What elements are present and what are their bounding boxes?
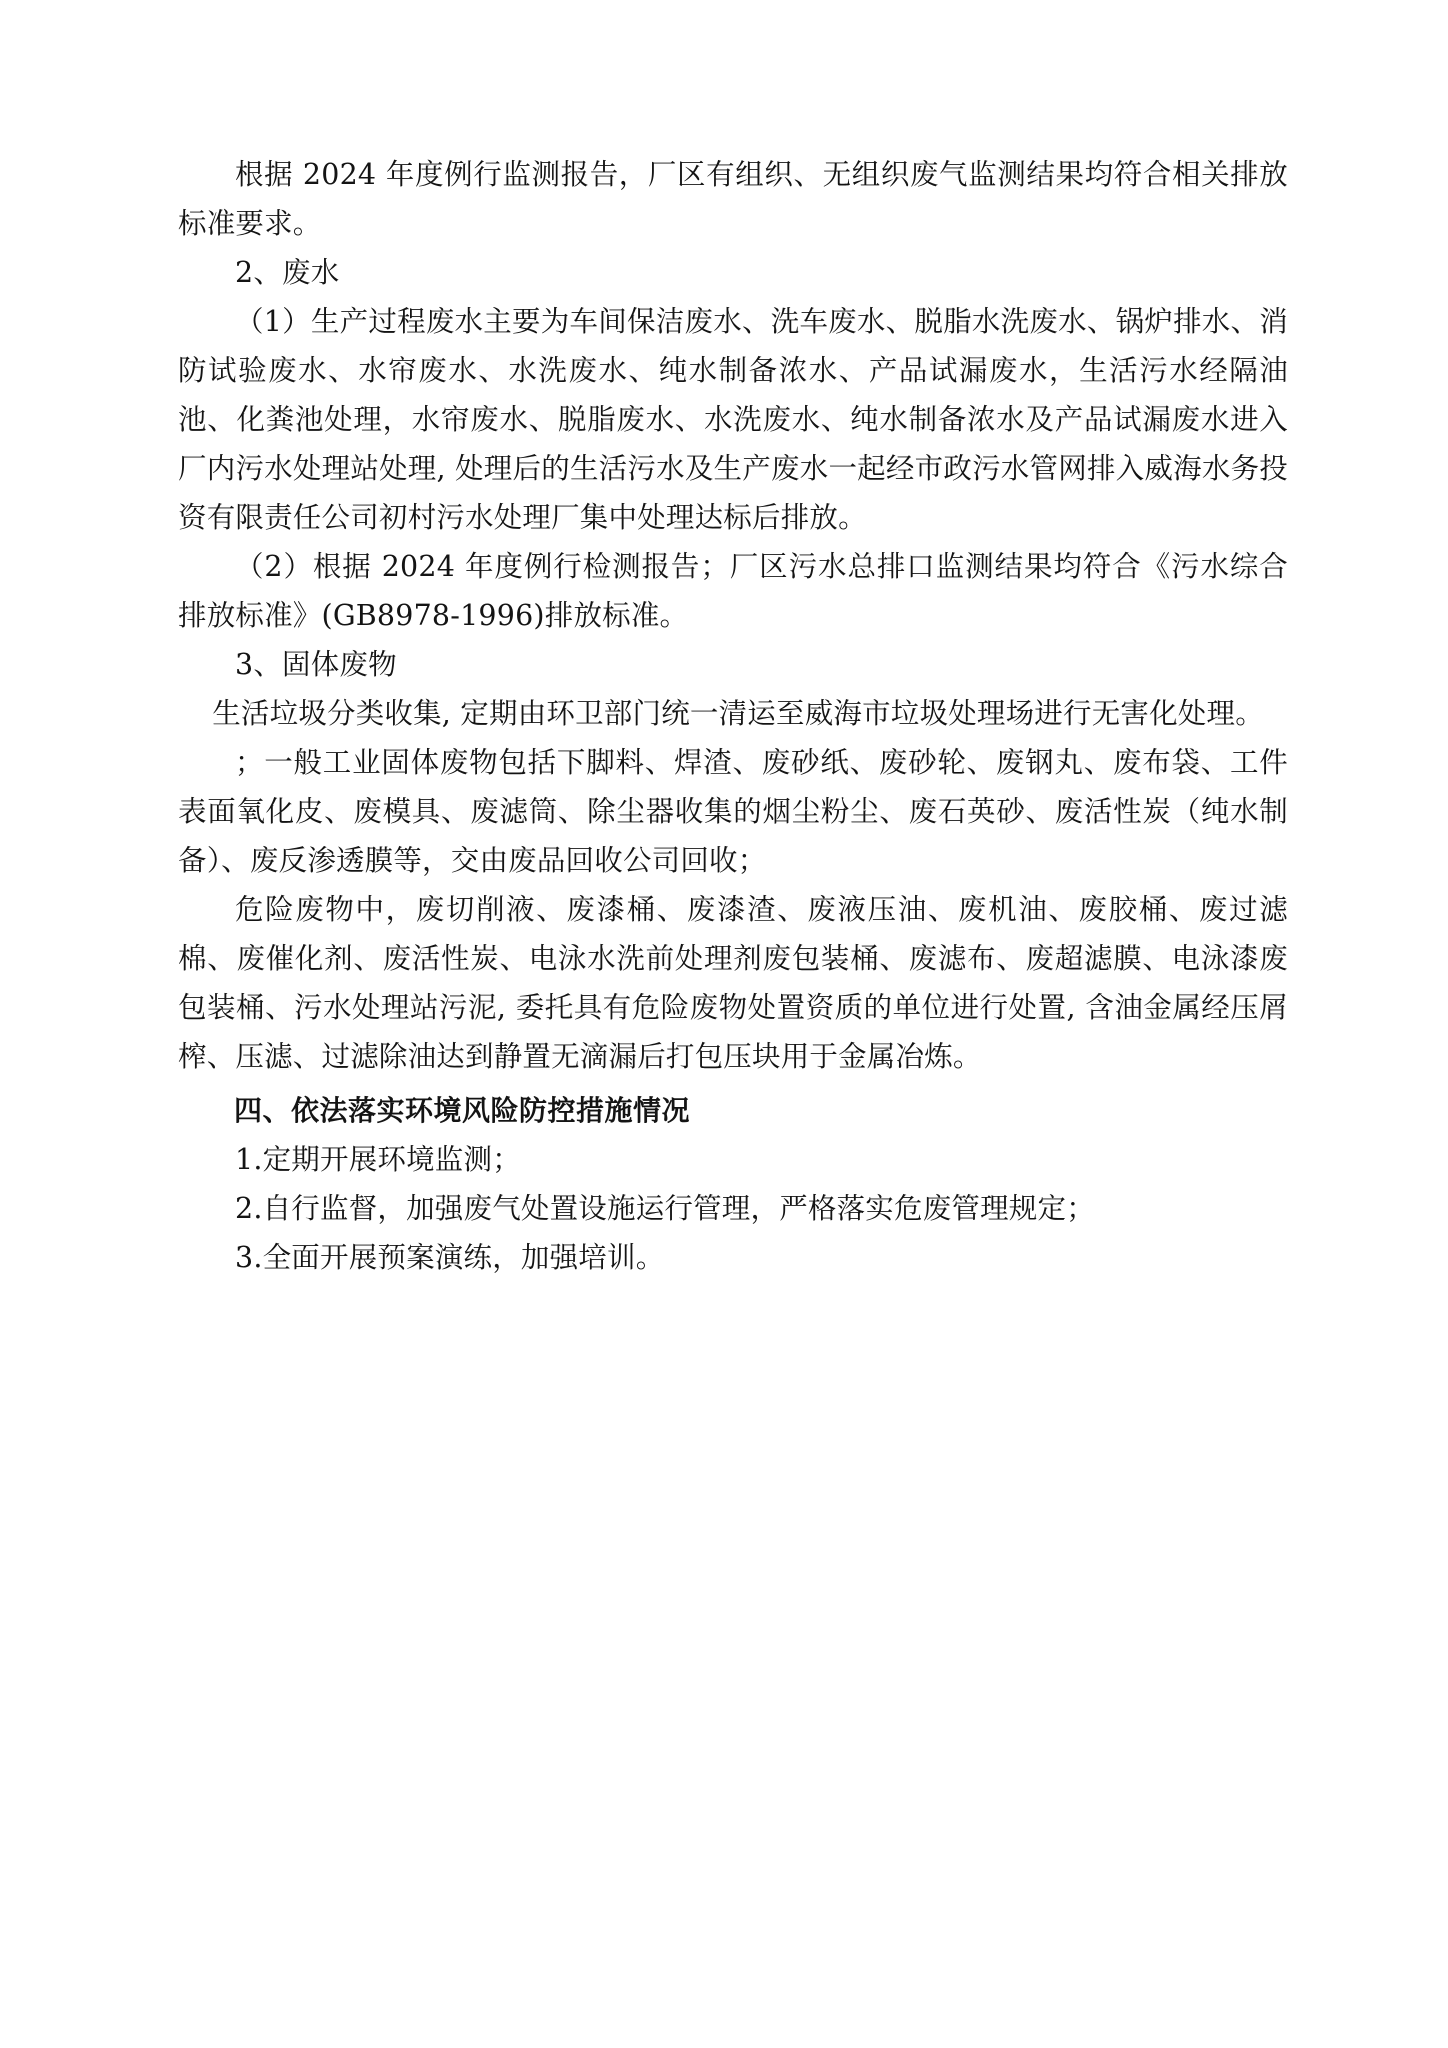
paragraph-general-industrial-waste: ；一般工业固体废物包括下脚料、焊渣、废砂纸、废砂轮、废钢丸、废布袋、工件表面氧化皮、废模具、废滤筒、除尘器收集的烟尘粉尘、废石英砂、废活性炭（纯水制备）、废反渗透膜等，交由废品回收公司回收； bbox=[178, 746, 1288, 878]
section-heading-risk-control: 四、依法落实环境风险防控措施情况 bbox=[234, 1094, 691, 1128]
paragraph-air-monitoring: 根据 2024 年度例行监测报告，厂区有组织、无组织废气监测结果均符合相关排放标准要求。 bbox=[178, 158, 1288, 241]
paragraph-wastewater-monitoring: （2）根据 2024 年度例行检测报告；厂区污水总排口监测结果均符合《污水综合排放标准》(GB8978-1996)排放标准。 bbox=[178, 550, 1288, 633]
paragraph-wastewater-description: （1）生产过程废水主要为车间保洁废水、洗车废水、脱脂水洗废水、锅炉排水、消防试验废水、水帘废水、水洗废水、纯水制备浓水、产品试漏废水，生活污水经隔油池、化粪池处理，水帘废水、脱脂废水、水洗废水、纯水制备浓水及产品试漏废水进入厂内污水处理站处理, 处理后的生活污水及生产废水一起经市政污水管网排入威海水务投资有限责任公司初村污水处理厂集中处理达标后排放。 bbox=[178, 305, 1288, 535]
paragraph-domestic-waste: 生活垃圾分类收集, 定期由环卫部门统一清运至威海市垃圾处理场进行无害化处理。 bbox=[212, 697, 1264, 731]
risk-measure-item-3: 3.全面开展预案演练，加强培训。 bbox=[235, 1241, 665, 1275]
risk-measure-item-2: 2.自行监督，加强废气处置设施运行管理，严格落实危废管理规定； bbox=[235, 1192, 1095, 1226]
paragraph-section-3-title: 3、固体废物 bbox=[235, 648, 397, 682]
document-body bbox=[178, 150, 1288, 1283]
paragraph-hazardous-waste: 危险废物中，废切削液、废漆桶、废漆渣、废液压油、废机油、废胶桶、废过滤棉、废催化剂、废活性炭、电泳水洗前处理剂废包装桶、废滤布、废超滤膜、电泳漆废包装桶、污水处理站污泥, 委托具有危险废物处置资质的单位进行处置, 含油金属经压屑榨、压滤、过滤除油达到静置无滴漏后打包压块用于金属冶炼。 bbox=[178, 893, 1288, 1074]
risk-measure-item-1: 1.定期开展环境监测； bbox=[235, 1143, 521, 1177]
paragraph-section-2-title: 2、废水 bbox=[235, 256, 340, 290]
